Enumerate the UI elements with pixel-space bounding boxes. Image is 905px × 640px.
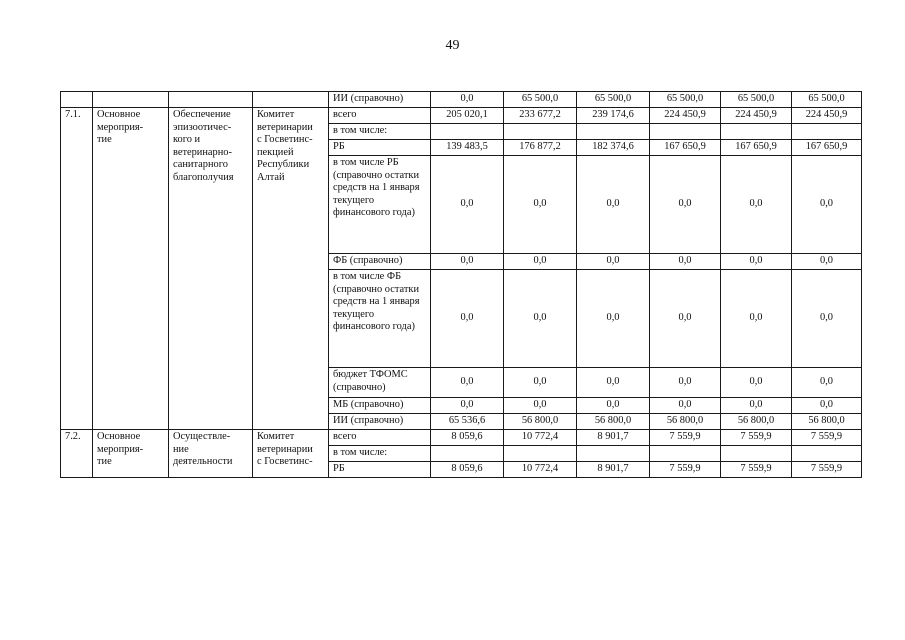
value-cell: 224 450,9 [650,108,721,124]
value-cell: 0,0 [650,270,721,368]
value-cell [721,124,792,140]
value-cell: 7 559,9 [721,462,792,478]
value-cell: 0,0 [650,254,721,270]
value-cell: 0,0 [792,156,862,254]
value-cell: 10 772,4 [504,462,577,478]
source-cell: всего [329,430,431,446]
value-cell: 65 536,6 [431,414,504,430]
name-cell: Обеспечение эпизоотичес- кого и ветеринарно- санитарного благополучия [169,108,253,430]
value-cell [721,446,792,462]
value-cell: 56 800,0 [577,414,650,430]
value-cell: 8 901,7 [577,462,650,478]
value-cell: 65 500,0 [577,92,650,108]
value-cell: 0,0 [504,398,577,414]
source-cell: в том числе ФБ (справочно остатки средств на 1 января текущего финансового года) [329,270,431,368]
value-cell: 0,0 [431,398,504,414]
value-cell: 0,0 [504,368,577,398]
value-cell: 0,0 [577,368,650,398]
value-cell: 0,0 [577,398,650,414]
value-cell: 7 559,9 [650,430,721,446]
value-cell: 65 500,0 [504,92,577,108]
value-cell: 56 800,0 [792,414,862,430]
table-row [61,108,862,124]
page-number: 49 [445,38,460,53]
table-row [61,430,862,446]
code-cell [61,92,93,108]
value-cell: 7 559,9 [792,430,862,446]
value-cell [650,446,721,462]
value-cell [431,446,504,462]
code-cell: 7.2. [61,430,93,478]
code-cell: 7.1. [61,108,93,430]
value-cell [504,124,577,140]
value-cell [650,124,721,140]
value-cell [792,124,862,140]
value-cell: 182 374,6 [577,140,650,156]
value-cell [577,124,650,140]
executor-cell [253,92,329,108]
value-cell: 0,0 [721,270,792,368]
value-cell: 0,0 [721,398,792,414]
value-cell: 0,0 [504,254,577,270]
value-cell: 56 800,0 [504,414,577,430]
value-cell: 0,0 [577,270,650,368]
value-cell: 7 559,9 [792,462,862,478]
value-cell: 0,0 [650,156,721,254]
value-cell: 0,0 [577,254,650,270]
value-cell: 0,0 [504,270,577,368]
value-cell: 0,0 [650,368,721,398]
type-cell: Основное мероприя- тие [93,108,169,430]
value-cell: 176 877,2 [504,140,577,156]
value-cell: 0,0 [792,270,862,368]
source-cell: РБ [329,462,431,478]
value-cell: 7 559,9 [721,430,792,446]
value-cell: 0,0 [792,398,862,414]
value-cell: 239 174,6 [577,108,650,124]
value-cell: 56 800,0 [650,414,721,430]
source-cell: всего [329,108,431,124]
source-cell: МБ (справочно) [329,398,431,414]
value-cell: 0,0 [431,270,504,368]
source-cell: в том числе: [329,124,431,140]
value-cell: 0,0 [650,398,721,414]
value-cell: 65 500,0 [721,92,792,108]
value-cell: 0,0 [721,368,792,398]
value-cell: 0,0 [431,92,504,108]
value-cell: 205 020,1 [431,108,504,124]
table-body [61,92,862,478]
value-cell: 139 483,5 [431,140,504,156]
value-cell: 0,0 [431,254,504,270]
value-cell: 56 800,0 [721,414,792,430]
table-row [61,92,862,108]
value-cell: 233 677,2 [504,108,577,124]
value-cell: 0,0 [792,368,862,398]
source-cell: бюджет ТФОМС (справочно) [329,368,431,398]
value-cell: 65 500,0 [792,92,862,108]
value-cell: 224 450,9 [721,108,792,124]
executor-cell: Комитет ветеринарии с Госветинс- пекцией Республики Алтай [253,108,329,430]
executor-cell: Комитет ветеринарии с Госветинс- [253,430,329,478]
value-cell: 0,0 [504,156,577,254]
value-cell [431,124,504,140]
name-cell [169,92,253,108]
source-cell: в том числе РБ (справочно остатки средств на 1 января текущего финансового года) [329,156,431,254]
name-cell: Осуществле- ние деятельности [169,430,253,478]
type-cell [93,92,169,108]
value-cell: 224 450,9 [792,108,862,124]
type-cell: Основное мероприя- тие [93,430,169,478]
source-cell: ИИ (справочно) [329,414,431,430]
source-cell: ФБ (справочно) [329,254,431,270]
value-cell: 0,0 [721,254,792,270]
value-cell: 167 650,9 [721,140,792,156]
value-cell: 7 559,9 [650,462,721,478]
value-cell: 167 650,9 [650,140,721,156]
value-cell [792,446,862,462]
value-cell: 167 650,9 [792,140,862,156]
value-cell: 10 772,4 [504,430,577,446]
value-cell: 0,0 [431,368,504,398]
value-cell [504,446,577,462]
value-cell: 0,0 [431,156,504,254]
value-cell: 0,0 [792,254,862,270]
value-cell: 65 500,0 [650,92,721,108]
source-cell: в том числе: [329,446,431,462]
value-cell [577,446,650,462]
source-cell: РБ [329,140,431,156]
value-cell: 8 059,6 [431,462,504,478]
budget-table [60,91,862,478]
value-cell: 0,0 [577,156,650,254]
value-cell: 8 059,6 [431,430,504,446]
source-cell: ИИ (справочно) [329,92,431,108]
value-cell: 0,0 [721,156,792,254]
value-cell: 8 901,7 [577,430,650,446]
